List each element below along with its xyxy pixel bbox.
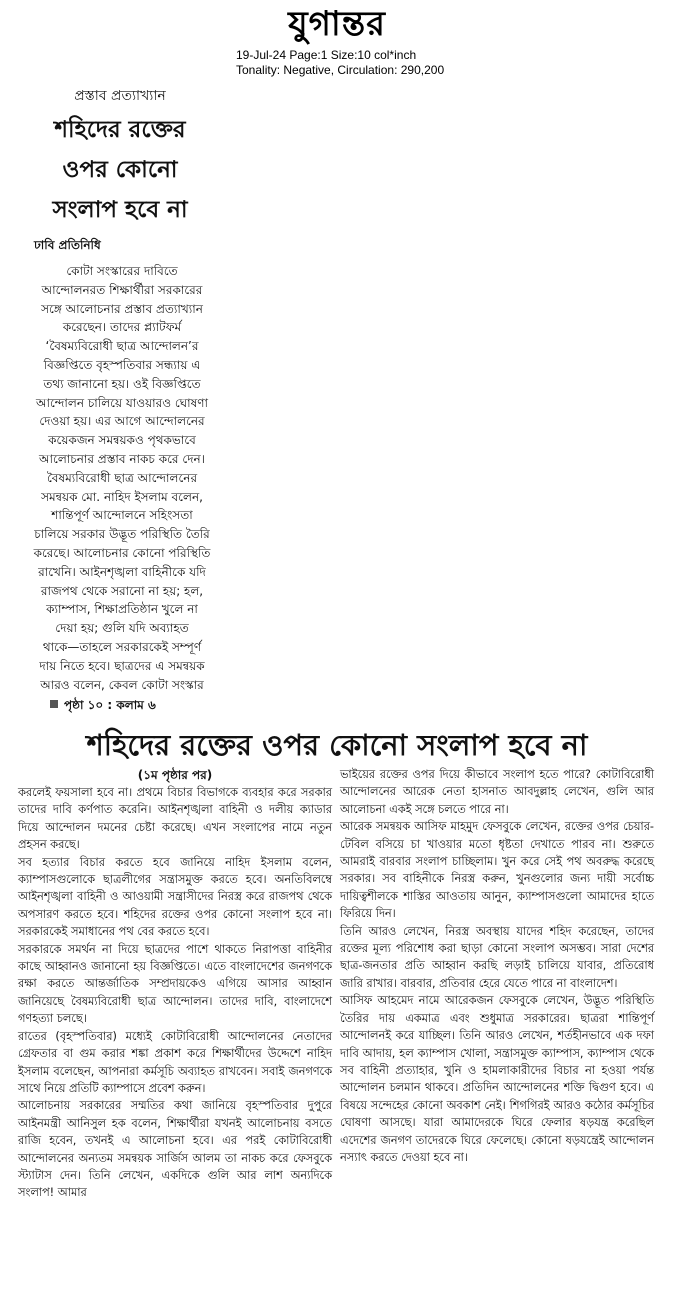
paragraph: তিনি আরও লেখেন, নিরস্ত্র অবস্থায় যাদের শহিদ করেছেন, তাদের রক্তের মূল্য পরিশোধ করা ছাড়া কোনো সংলাপ অসম্ভব। সারা দেশের ছাত্র-জনতার প্রতি আহ্বান করছি লড়াই চালিয়ে যাবার, প্রতিরোধ জারি রাখার। বারবার, প্রতিবার হেরে যেতে পারে না বাংলাদেশ। — [340, 924, 654, 990]
body-line: দেওয়া হয়। এর আগে আন্দোলনের — [39, 414, 205, 429]
body-line: বৈষম্যবিরোধী ছাত্র আন্দোলনের — [46, 470, 198, 485]
inside-headline: শহিদের রক্তের ওপর কোনো সংলাপ হবে না — [86, 728, 588, 762]
from-previous-page: (১ম পৃষ্ঠার পর) — [137, 768, 213, 782]
front-headline — [20, 110, 220, 230]
body-line: ক্যাম্পাস, শিক্ষাপ্রতিষ্ঠান খুলে না — [46, 602, 198, 617]
body-line: শান্তিপূর্ণ আন্দোলনে সহিংসতা — [51, 508, 193, 523]
body-line: সমন্বয়ক মো. নাহিদ ইসলাম বলেন, — [41, 489, 203, 504]
body-line: আন্দোলন চালিয়ে যাওয়ারও ঘোষণা — [35, 395, 209, 410]
paragraph: সব হত্যার বিচার করতে হবে জানিয়ে নাহিদ ইসলাম বলেন, ক্যাম্পাসগুলোকে ছাত্রলীগের সন্ত্রাসমুক্ত করতে হবে। অনতিবিলম্বে আইনশৃঙ্খলা বাহিনী ও আওয়ামী সন্ত্রাসীদের নিরস্ত্র করে রাজপথ থেকে অপসারণ করতে হবে। শহিদের রক্তের ওপর কোনো সংলাপ হবে না। সরকারকেই সমাধানের পথ বের করতে হবে। — [18, 855, 332, 939]
body-line: করেছে। আলোচনার কোনো পরিস্থিতি — [33, 545, 211, 560]
body-line: আন্দোলনরত শিক্ষার্থীরা সরকারের — [41, 282, 203, 297]
front-body — [20, 262, 220, 694]
body-line: বিজ্ঞপ্তিতে বৃহস্পতিবার সন্ধ্যায় এ — [43, 357, 201, 372]
clipping-meta-date: 19-Jul-24 Page:1 Size:10 col*inch — [236, 48, 417, 62]
body-line: সঙ্গে আলোচনার প্রস্তাব প্রত্যাখ্যান — [41, 301, 203, 316]
front-page-article — [20, 86, 220, 714]
body-line: চালিয়ে সরকার উদ্ভূত পরিস্থিতি তৈরি — [34, 527, 210, 542]
paragraph: ভাইয়ের রক্তের ওপর দিয়ে কীভাবে সংলাপ হতে পারে? কোটাবিরোধী আন্দোলনের আরেক নেতা হাসনাত আবদুল্লাহ লেখেন, গুলি আর আলোচনা একই সঙ্গে চলতে পারে না। — [340, 768, 654, 816]
byline: ঢাবি প্রতিনিধি — [34, 238, 101, 252]
paragraph: আরেক সমন্বয়ক আসিফ মাহমুদ ফেসবুকে লেখেন, রক্তের ওপর চেয়ার-টেবিল বসিয়ে চা খাওয়ার মতো ধৃষ্টতা দেখাতে পারব না। শুরুতে আমরাই বারবার সংলাপ চাচ্ছিলাম। খুন করে সেই পথ অবরুদ্ধ করেছে সরকার। সব বাহিনীকে নিরস্ত্র করুন, খুনগুলোর জন্য দায়ী সর্বোচ্চ দায়িত্বশীলকে শাস্তির আওতায় আনুন, ক্যাম্পাসগুলো আমাদের হাতে ফিরিয়ে দিন। — [340, 820, 654, 921]
paragraph: আসিফ আহমেদ নামে আরেকজন ফেসবুকে লেখেন, উদ্ভূত পরিস্থিতি তৈরির দায় একমাত্র এবং শুধুমাত্র সরকারের। ছাত্ররা শান্তিপূর্ণ আন্দোলনই করে যাচ্ছিল। তিনি আরও লেখেন, শর্তহীনভাবে এক দফা দাবি আদায়, হল ক্যাম্পাস খোলা, সন্ত্রাসমুক্ত ক্যাম্পাস, ক্যাম্পাস থেকে সব বাহিনী প্রত্যাহার, খুনি ও হামলাকারীদের বিচার না হওয়া পর্যন্ত আন্দোলন চলমান থাকবে। প্রতিদিন আন্দোলনের শক্তি দ্বিগুণ হবে। এ বিষয়ে সন্দেহের কোনো অবকাশ নেই। শিগগিরই আরও কঠোর কর্মসূচির ঘোষণা আসছে। যারা আমাদেরকে ঘিরে ফেলার ষড়যন্ত্র করেছিল এদেশের জনগণ তাদেরকে ঘিরে ফেলেছে। কোনো ষড়যন্ত্রেই আন্দোলন নস্যাৎ করতে দেওয়া হবে না। — [340, 994, 654, 1164]
continued-page-ref: পৃষ্ঠা ১০ : কলাম ৬ — [64, 698, 156, 713]
paragraph: রাতের (বৃহস্পতিবার) মধ্যেই কোটাবিরোধী আন্দোলনের নেতাদের গ্রেফতার বা গুম করার শঙ্কা প্রকাশ করে শিক্ষার্থীদের উদ্দেশে নাহিদ ইসলাম বলেছেন, আপনারা কর্মসূচি অব্যাহত রাখবেন। সবাই জনগণকে সাথে নিয়ে প্রতিটি ক্যাম্পাসে প্রবেশ করুন। — [18, 1029, 332, 1095]
body-line: আরও বলেন, কেবল কোটা সংস্কার — [40, 677, 204, 692]
article-column-right — [340, 766, 654, 1166]
newspaper-logo: যুগান্তর — [288, 4, 386, 44]
kicker: প্রস্তাব প্রত্যাখ্যান — [74, 88, 166, 104]
clipping-meta-tonality: Tonality: Negative, Circulation: 290,200 — [236, 63, 445, 77]
paragraph: করলেই ফয়সালা হবে না। প্রথমে বিচার বিভাগকে ব্যবহার করে সরকার তাদের দাবি কর্ণপাত করেনি। আইনশৃঙ্খলা বাহিনী ও দলীয় ক্যাডার দিয়ে আন্দোলন দমনের চেষ্টা করেছে। এখন সংলাপের নামে নতুন প্রহসন করছে। — [18, 786, 332, 852]
body-line: ‘বৈষম্যবিরোধী ছাত্র আন্দোলন’র — [45, 339, 199, 354]
paragraph: সরকারকে সমর্থন না দিয়ে ছাত্রদের পাশে থাকতে নিরাপত্তা বাহিনীর কাছে আহ্বানও জানানো হয় বিজ্ঞপ্তিতে। এতে বাংলাদেশের জনগণকে রক্ষা করতে আন্তর্জাতিক সম্প্রদায়কেও এগিয়ে আসার আহ্বান জানিয়েছে বৈষম্যবিরোধী ছাত্র আন্দোলন। তাদের দাবি, বাংলাদেশে গণহত্যা চলছে। — [18, 942, 332, 1026]
body-line: দেয়া হয়; গুলি যদি অব্যাহত — [55, 621, 189, 636]
body-line: রাজপথ থেকে সরানো না হয়; হল, — [40, 583, 204, 598]
front-headline-line: ওপর কোনো — [62, 157, 178, 183]
square-bullet-icon — [50, 700, 58, 708]
body-line: রাখেনি। আইনশৃঙ্খলা বাহিনীকে যদি — [38, 564, 206, 579]
paragraph: আলোচনায় সরকারের সম্মতির কথা জানিয়ে বৃহস্পতিবার দুপুরে আইনমন্ত্রী আনিসুল হক বলেন, শিক্ষার্থীরা যখনই আলোচনায় বসতে রাজি হবেন, তখনই এ আলোচনা হবে। এর পরই কোটাবিরোধী আন্দোলনের অন্যতম সমন্বয়ক সার্জিস আলম তা নাকচ করে ফেসবুকে স্ট্যাটাস দেন। তিনি লেখেন, একদিকে গুলি আর লাশ অন্যদিকে সংলাপ! আমার — [18, 1099, 332, 1200]
front-headline-line: শহিদের রক্তের — [54, 117, 186, 143]
front-headline-line: সংলাপ হবে না — [52, 197, 188, 223]
masthead — [0, 4, 674, 44]
body-line: কয়েকজন সমন্বয়কও পৃথকভাবে — [48, 433, 196, 448]
body-line: থাকে—তাহলে সরকারকেই সম্পূর্ণ — [42, 639, 202, 654]
body-line: করেছেন। তাদের প্ল্যাটফর্ম — [62, 320, 182, 335]
body-line: কোটা সংস্কারের দাবিতে — [66, 264, 178, 278]
body-line: তথ্য জানানো হয়। ওই বিজ্ঞপ্তিতে — [43, 376, 201, 391]
body-line: দায় নিতে হবে। ছাত্রদের এ সমন্বয়ক — [39, 658, 205, 673]
body-line: আলোচনার প্রস্তাব নাকচ করে দেন। — [39, 451, 205, 466]
article-column-left — [18, 766, 332, 1202]
continued-note — [20, 696, 220, 714]
